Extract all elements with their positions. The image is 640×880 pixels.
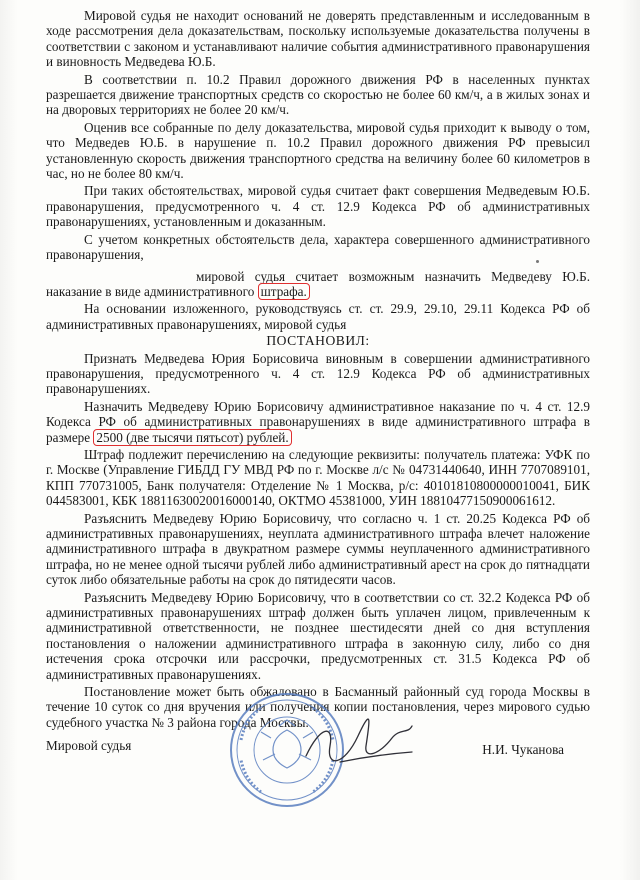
paragraph-evidence: Мировой судья не находит оснований не доверять представленным и исследованным в ходе рассмотрения дела доказательствам, поскольку используемые доказательства получены в соответствии с законом и устанавливают наличие события административного правонарушения и виновность Медведева Ю.Б. (46, 8, 590, 70)
paragraph-fine-amount (46, 399, 590, 445)
paragraph-considering: С учетом конкретных обстоятельств дела, характера совершенного административного правонарушения, (46, 231, 590, 263)
paragraph-payment-deadline: Разъяснить Медведеву Юрию Борисовичу, что в соответствии со ст. 32.2 Кодекса РФ об административных правонарушениях штраф должен быть уплачен лицом, привлеченным к административной ответственности, не позднее шестидесяти дней со дня вступления постановления о наложении административного штрафа в законную силу, либо со дня истечения срока отсрочки или рассрочки, предусмотренных ст. 31.5 Кодекса РФ об административных правонарушениях. (46, 589, 590, 682)
paragraph-appeal: Постановление может быть обжаловано в Басманный районный суд города Москвы в течение 10 суток со дня вручения или получения копии постановления, через мирового судью судебного участка № 3 района города Москвы. (46, 684, 590, 730)
paragraph-payment-details: Штраф подлежит перечислению на следующие реквизиты: получатель платежа: УФК по г. Москве (Управление ГИБДД ГУ МВД РФ по г. Москве л/с № 04731440640, ИНН 7707089101, КПП 770731005, Банк получателя: Отделение № 1 Москва, р/с: 40101810800000010041, БИК 044583001, КБК 18811630020016000140, ОКТМО 45381000, УИН 18810477150900061612. (46, 446, 590, 509)
resolution-heading: ПОСТАНОВИЛ: (266, 333, 370, 349)
highlight-fine: штрафа. (258, 283, 310, 300)
paragraph-circumstances: При таких обстоятельствах, мировой судья считает факт совершения Медведевым Ю.Б. правонарушения, предусмотренного ч. 4 ст. 12.9 Кодекса РФ об административных правонарушениях, установленным и доказанным. (46, 183, 590, 230)
paragraph-assessment: Оценив все собранные по делу доказательства, мировой судья приходит к выводу о том, что Медведев Ю.Б. в нарушение п. 10.2 Правил дорожного движения РФ превысил установленную скорость движения транспортного средства на величину более 60 километров в час, но не более 80 км/ч. (46, 119, 590, 182)
document-body (46, 8, 590, 730)
penalty-type-text: мировой судья считает возможным назначить Медведеву Ю.Б. наказание в виде административного (46, 268, 590, 299)
paragraph-penalty-type (46, 269, 590, 300)
paragraph-nonpayment: Разъяснить Медведеву Юрию Борисовичу, что согласно ч. 1 ст. 20.25 Кодекса РФ об административных правонарушениях, неуплата административного штрафа влечет наложение административного штрафа в двукратном размере суммы неуплаченного административного штрафа, но не менее одной тысячи рублей либо административный арест на срок до пятнадцати суток либо обязательные работы на срок до пятидесяти часов. (46, 510, 590, 588)
signer-title: Мировой судья (46, 738, 132, 753)
paragraph-guilty: Признать Медведева Юрия Борисовича виновным в совершении административного правонарушения, предусмотренного ч. 4 ст. 12.9 Кодекса РФ об административных правонарушениях. (46, 350, 590, 397)
signer-name: Н.И. Чуканова (482, 742, 564, 757)
paragraph-legal-basis: На основании изложенного, руководствуясь ст. ст. 29.9, 29.10, 29.11 Кодекса РФ об административных правонарушениях, мировой судья (46, 301, 590, 332)
paragraph-traffic-rules: В соответствии п. 10.2 Правил дорожного движения РФ в населенных пунктах разрешается движение транспортных средств со скоростью не более 60 км/ч, а в жилых зонах и на дворовых территориях не более 20 км/ч. (46, 71, 590, 118)
highlight-amount: 2500 (две тысячи пятьсот) рублей. (93, 429, 291, 446)
fine-amount-text: Назначить Медведеву Юрию Борисовичу административное наказание по ч. 4 ст. 12.9 Кодекса РФ об административных правонарушениях в виде административного штрафа в размере (46, 398, 590, 445)
handwritten-signature (300, 716, 420, 776)
scan-speck (536, 260, 539, 263)
